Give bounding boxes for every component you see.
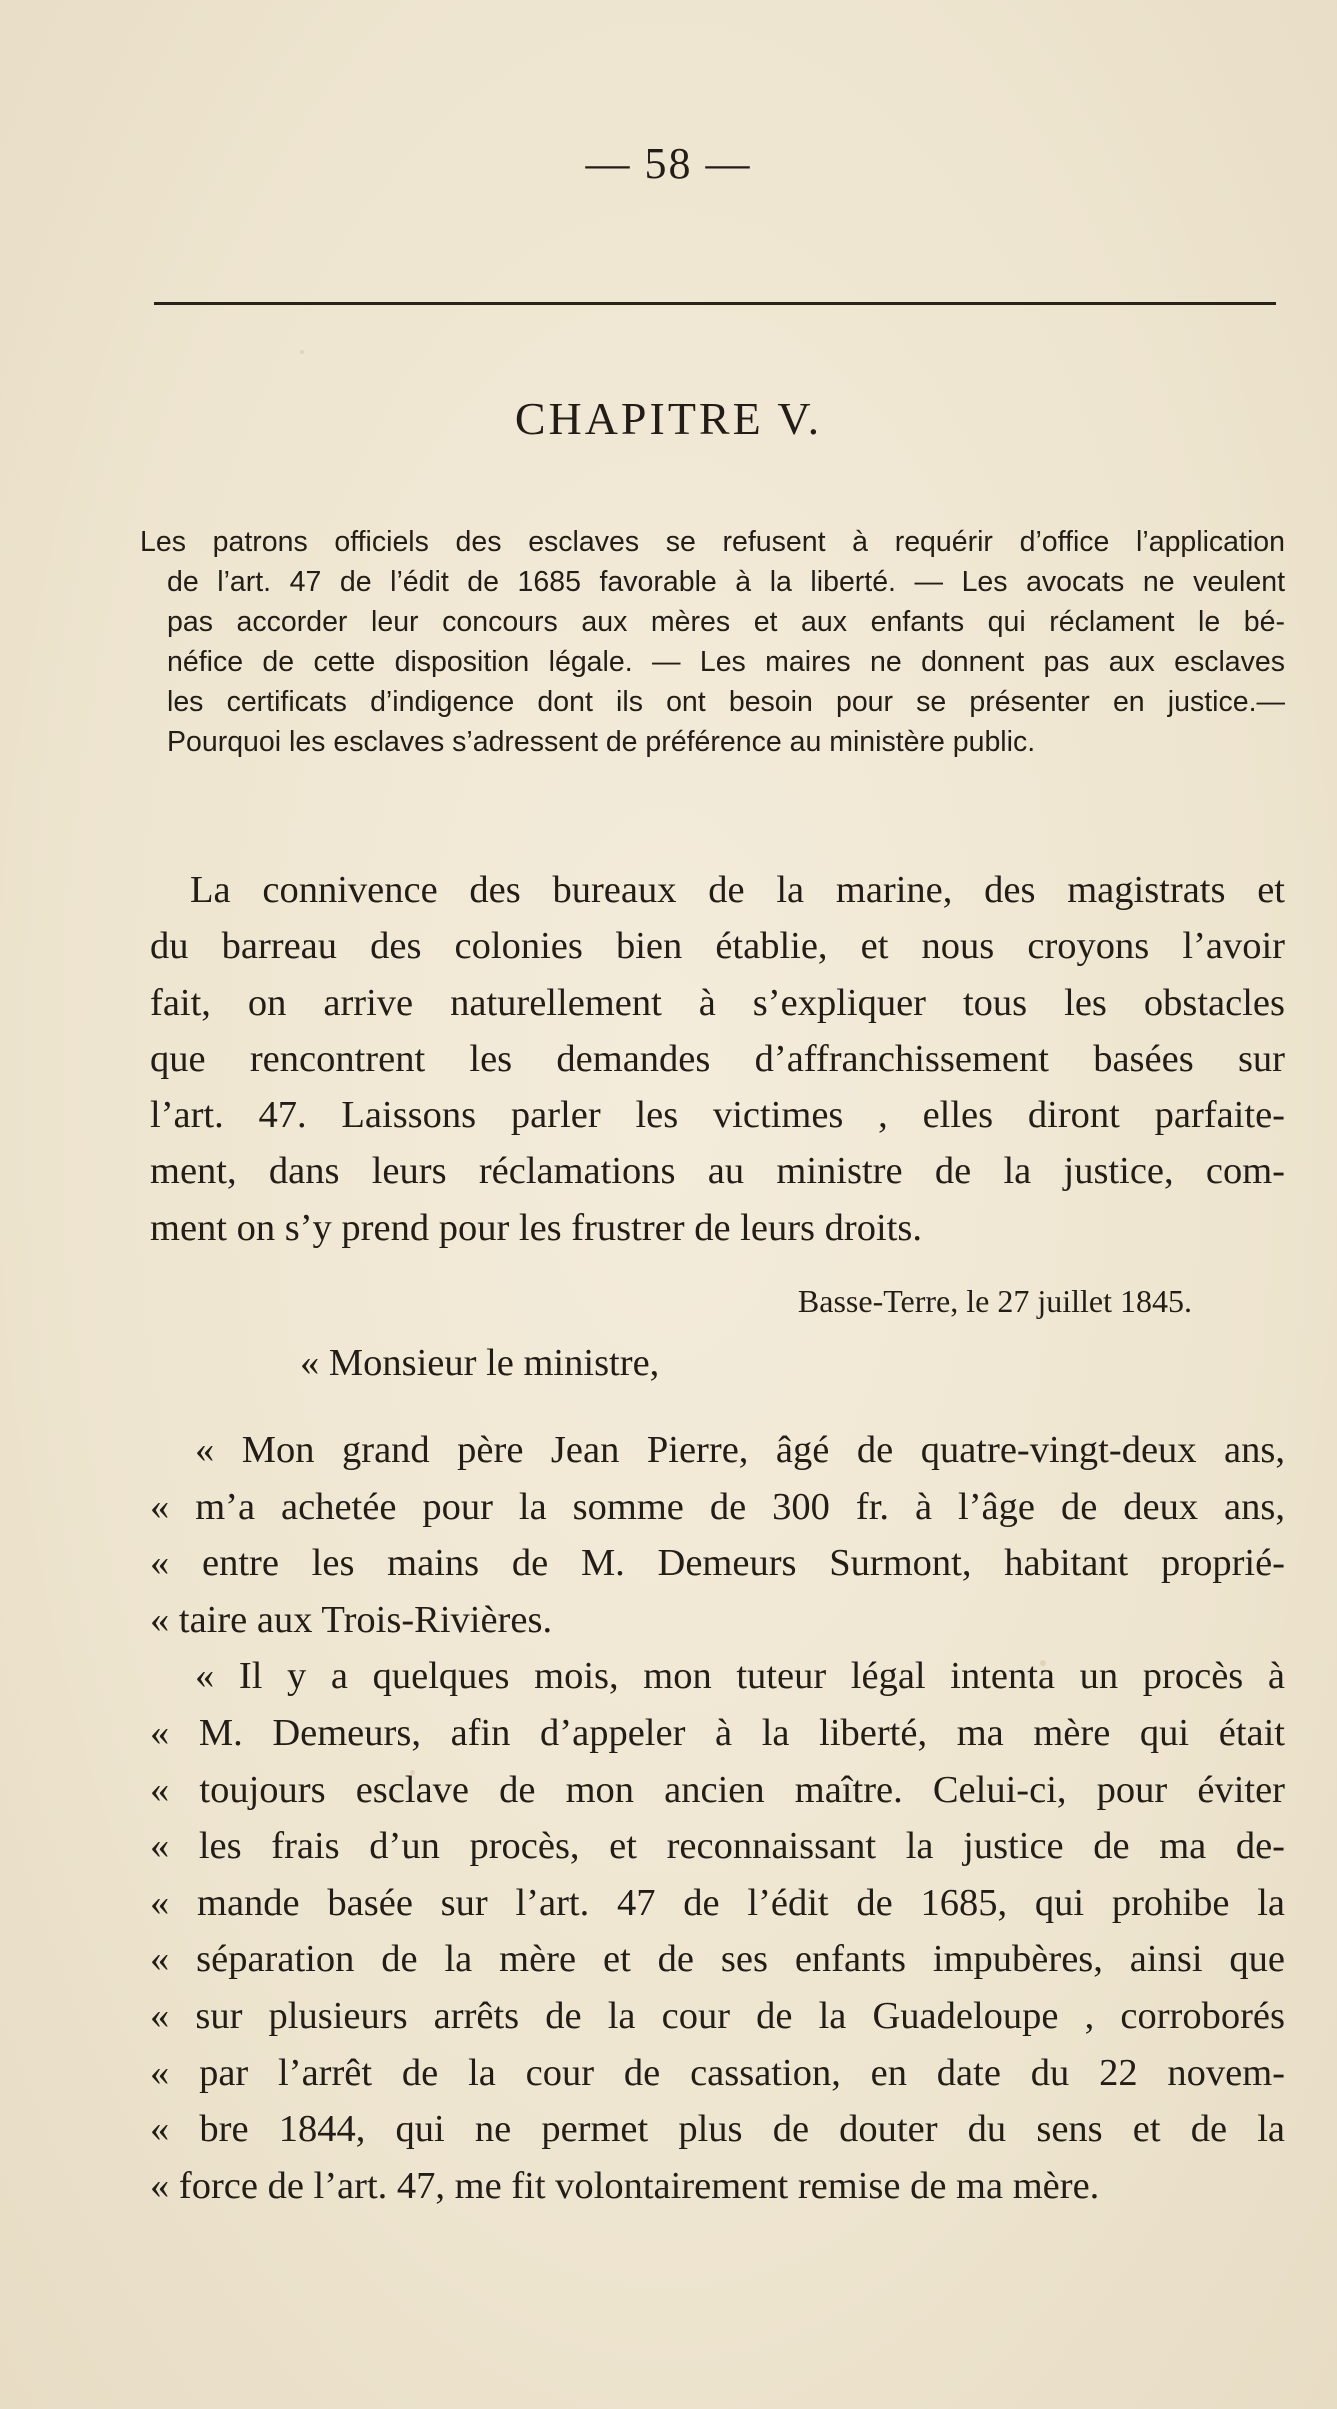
letter-dateline: Basse-Terre, le 27 juillet 1845. — [797, 1283, 1192, 1319]
body-line: ment on s’y prend pour les frustrer de leurs droits. — [150, 1206, 922, 1249]
letter-line: « mande basée sur l’art. 47 de l’édit de 1685, qui prohibe la — [150, 1881, 1285, 1924]
letter-line: « taire aux Trois-Rivières. — [150, 1598, 553, 1641]
letter-line: « Il y a quelques mois, mon tuteur légal intenta un procès à — [195, 1655, 1285, 1698]
page-number: — 58 — — [585, 139, 752, 188]
letter-line: « les frais d’un procès, et reconnaissant la justice de ma de- — [150, 1825, 1285, 1868]
body-line: La connivence des bureaux de la marine, des magistrats et — [190, 869, 1285, 911]
chapter-summary — [140, 522, 1285, 762]
letter-salutation: « Monsieur le ministre, — [300, 1342, 660, 1384]
letter-line: « par l’arrêt de la cour de cassation, en date du 22 novem- — [150, 2051, 1285, 2094]
letter-line: « sur plusieurs arrêts de la cour de la Guadeloupe , corroborés — [150, 1994, 1285, 2037]
chapter-title: CHAPITRE V. — [514, 393, 823, 444]
body-paragraph — [150, 862, 1285, 1256]
body-line: l’art. 47. Laissons parler les victimes , elles diront parfaite- — [150, 1094, 1285, 1137]
letter-line: « bre 1844, qui ne permet plus de douter du sens et de la — [150, 2108, 1285, 2151]
summary-line: néfice de cette disposition légale. — Les maires ne donnent pas aux esclaves — [167, 646, 1285, 678]
summary-line: de l’art. 47 de l’édit de 1685 favorable à la liberté. — Les avocats ne veulent — [167, 566, 1285, 598]
summary-line: les certificats d’indigence dont ils ont besoin pour se présenter en justice.— — [167, 686, 1285, 718]
summary-line: Pourquoi les esclaves s’adressent de préférence au ministère public. — [167, 726, 1036, 758]
letter-line: « toujours esclave de mon ancien maître. Celui-ci, pour éviter — [150, 1768, 1285, 1811]
body-line: du barreau des colonies bien établie, et nous croyons l’avoir — [150, 925, 1285, 968]
letter-line: « M. Demeurs, afin d’appeler à la liberté, ma mère qui était — [150, 1711, 1285, 1754]
body-line: ment, dans leurs réclamations au ministre de la justice, com- — [150, 1150, 1285, 1193]
letter-line: « m’a achetée pour la somme de 300 fr. à l’âge de deux ans, — [150, 1485, 1285, 1528]
summary-line: pas accorder leur concours aux mères et aux enfants qui réclament le bé- — [167, 606, 1285, 638]
paper-speck — [300, 350, 304, 354]
letter-line: « séparation de la mère et de ses enfants impubères, ainsi que — [150, 1938, 1285, 1981]
letter-body — [150, 1422, 1285, 2214]
letter-line: « force de l’art. 47, me fit volontairement remise de ma mère. — [150, 2164, 1100, 2207]
letter-line: « Mon grand père Jean Pierre, âgé de quatre-vingt-deux ans, — [195, 1429, 1285, 1471]
body-line: que rencontrent les demandes d’affranchissement basées sur — [150, 1037, 1285, 1080]
body-line: fait, on arrive naturellement à s’expliquer tous les obstacles — [150, 981, 1285, 1024]
horizontal-rule — [154, 302, 1276, 305]
summary-line: Les patrons officiels des esclaves se refusent à requérir d’office l’application — [140, 526, 1285, 558]
letter-line: « entre les mains de M. Demeurs Surmont, habitant proprié- — [150, 1542, 1285, 1585]
